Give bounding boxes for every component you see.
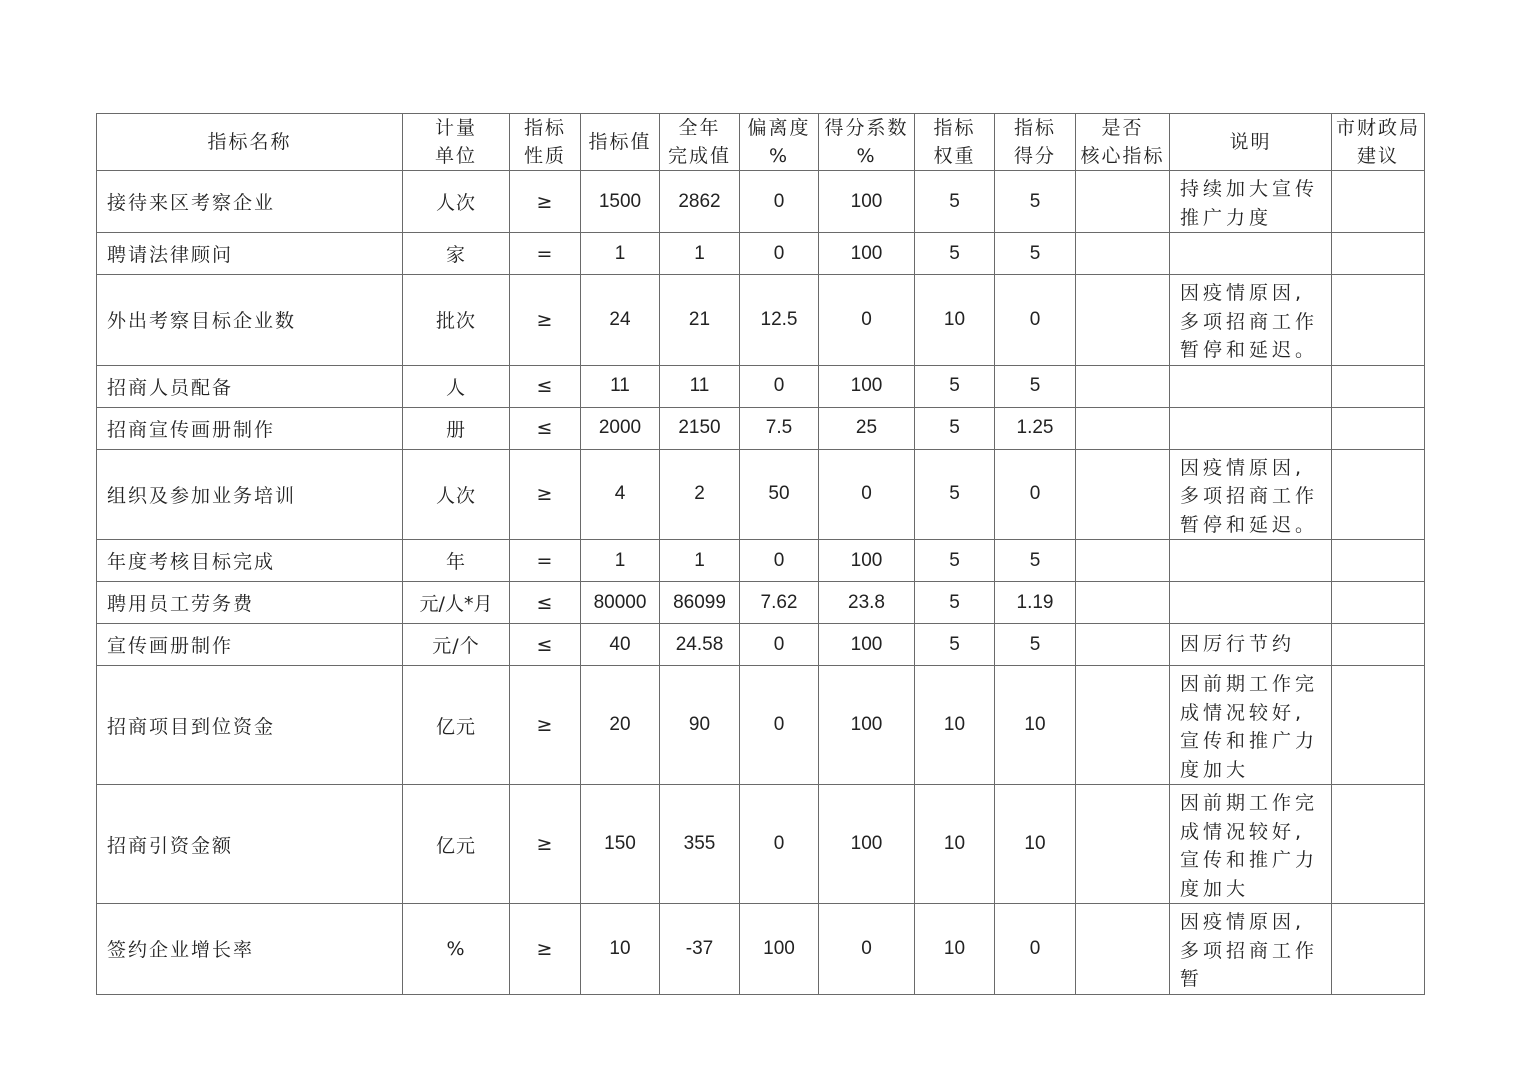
score-coefficient: 100 <box>819 540 915 582</box>
finance-advice <box>1332 171 1425 233</box>
weight: 5 <box>915 171 995 233</box>
unit: 年 <box>403 540 510 582</box>
nature: ≥ <box>510 449 581 540</box>
score: 0 <box>995 275 1076 366</box>
actual-value: 2862 <box>660 171 740 233</box>
unit: 元/个 <box>403 624 510 666</box>
deviation: 0 <box>740 540 819 582</box>
unit: 人次 <box>403 449 510 540</box>
table-row <box>97 624 1425 666</box>
nature: ≤ <box>510 624 581 666</box>
finance-advice <box>1332 233 1425 275</box>
finance-advice <box>1332 540 1425 582</box>
core-indicator <box>1076 171 1170 233</box>
header-row <box>97 114 1425 171</box>
unit: 亿元 <box>403 785 510 904</box>
core-indicator <box>1076 785 1170 904</box>
actual-value: 355 <box>660 785 740 904</box>
actual-value: 24.58 <box>660 624 740 666</box>
header-actual: 全年 完成值 <box>660 114 740 171</box>
indicator-name: 宣传画册制作 <box>97 624 403 666</box>
target-value: 1500 <box>581 171 660 233</box>
target-value: 80000 <box>581 582 660 624</box>
core-indicator <box>1076 233 1170 275</box>
score: 5 <box>995 365 1076 407</box>
indicator-name: 外出考察目标企业数 <box>97 275 403 366</box>
header-note: 说明 <box>1170 114 1332 171</box>
table-row <box>97 365 1425 407</box>
header-nature: 指标 性质 <box>510 114 581 171</box>
table-row <box>97 904 1425 995</box>
actual-value: 1 <box>660 540 740 582</box>
table-row <box>97 666 1425 785</box>
note: 因前期工作完成情况较好,宣传和推广力度加大 <box>1170 785 1332 904</box>
header-unit: 计量 单位 <box>403 114 510 171</box>
score: 5 <box>995 624 1076 666</box>
score: 5 <box>995 171 1076 233</box>
nature: ≤ <box>510 407 581 449</box>
core-indicator <box>1076 407 1170 449</box>
score-coefficient: 0 <box>819 449 915 540</box>
note: 因疫情原因,多项招商工作暂 <box>1170 904 1332 995</box>
indicator-name: 组织及参加业务培训 <box>97 449 403 540</box>
header-indicator-name: 指标名称 <box>97 114 403 171</box>
indicator-name: 接待来区考察企业 <box>97 171 403 233</box>
note: 因前期工作完成情况较好,宣传和推广力度加大 <box>1170 666 1332 785</box>
score: 5 <box>995 540 1076 582</box>
indicator-name: 聘请法律顾问 <box>97 233 403 275</box>
finance-advice <box>1332 365 1425 407</box>
table-row <box>97 275 1425 366</box>
weight: 5 <box>915 233 995 275</box>
note <box>1170 540 1332 582</box>
finance-advice <box>1332 407 1425 449</box>
unit: 亿元 <box>403 666 510 785</box>
nature: ≥ <box>510 785 581 904</box>
finance-advice <box>1332 449 1425 540</box>
actual-value: -37 <box>660 904 740 995</box>
deviation: 0 <box>740 233 819 275</box>
table-row <box>97 540 1425 582</box>
nature: ≥ <box>510 171 581 233</box>
weight: 5 <box>915 540 995 582</box>
indicator-name: 招商项目到位资金 <box>97 666 403 785</box>
unit: % <box>403 904 510 995</box>
nature: ≥ <box>510 666 581 785</box>
unit: 人 <box>403 365 510 407</box>
score: 5 <box>995 233 1076 275</box>
deviation: 100 <box>740 904 819 995</box>
core-indicator <box>1076 904 1170 995</box>
deviation: 0 <box>740 785 819 904</box>
deviation: 12.5 <box>740 275 819 366</box>
score-coefficient: 100 <box>819 785 915 904</box>
deviation: 0 <box>740 171 819 233</box>
target-value: 11 <box>581 365 660 407</box>
indicator-name: 聘用员工劳务费 <box>97 582 403 624</box>
weight: 5 <box>915 407 995 449</box>
header-score-coefficient: 得分系数 % <box>819 114 915 171</box>
deviation: 0 <box>740 666 819 785</box>
finance-advice <box>1332 785 1425 904</box>
weight: 5 <box>915 582 995 624</box>
score: 10 <box>995 666 1076 785</box>
target-value: 24 <box>581 275 660 366</box>
score-coefficient: 100 <box>819 666 915 785</box>
target-value: 40 <box>581 624 660 666</box>
weight: 10 <box>915 785 995 904</box>
target-value: 20 <box>581 666 660 785</box>
unit: 批次 <box>403 275 510 366</box>
target-value: 10 <box>581 904 660 995</box>
deviation: 0 <box>740 624 819 666</box>
note <box>1170 233 1332 275</box>
score-coefficient: 100 <box>819 171 915 233</box>
header-score: 指标 得分 <box>995 114 1076 171</box>
unit: 家 <box>403 233 510 275</box>
score-coefficient: 100 <box>819 233 915 275</box>
actual-value: 2150 <box>660 407 740 449</box>
score-coefficient: 100 <box>819 365 915 407</box>
core-indicator <box>1076 666 1170 785</box>
score: 1.25 <box>995 407 1076 449</box>
core-indicator <box>1076 365 1170 407</box>
score: 1.19 <box>995 582 1076 624</box>
finance-advice <box>1332 904 1425 995</box>
weight: 10 <box>915 904 995 995</box>
performance-indicator-table <box>96 113 1425 995</box>
actual-value: 86099 <box>660 582 740 624</box>
score-coefficient: 0 <box>819 275 915 366</box>
actual-value: 21 <box>660 275 740 366</box>
weight: 5 <box>915 449 995 540</box>
unit: 册 <box>403 407 510 449</box>
finance-advice <box>1332 624 1425 666</box>
actual-value: 1 <box>660 233 740 275</box>
nature: ≥ <box>510 275 581 366</box>
core-indicator <box>1076 540 1170 582</box>
indicator-name: 年度考核目标完成 <box>97 540 403 582</box>
nature: = <box>510 540 581 582</box>
nature: ≤ <box>510 582 581 624</box>
table-row <box>97 171 1425 233</box>
deviation: 7.5 <box>740 407 819 449</box>
table-row <box>97 407 1425 449</box>
score-coefficient: 25 <box>819 407 915 449</box>
weight: 10 <box>915 666 995 785</box>
weight: 5 <box>915 365 995 407</box>
target-value: 1 <box>581 540 660 582</box>
nature: ≥ <box>510 904 581 995</box>
header-weight: 指标 权重 <box>915 114 995 171</box>
target-value: 150 <box>581 785 660 904</box>
actual-value: 2 <box>660 449 740 540</box>
finance-advice <box>1332 582 1425 624</box>
header-core-indicator: 是否 核心指标 <box>1076 114 1170 171</box>
actual-value: 11 <box>660 365 740 407</box>
unit: 元/人*月 <box>403 582 510 624</box>
finance-advice <box>1332 666 1425 785</box>
indicator-name: 签约企业增长率 <box>97 904 403 995</box>
score: 0 <box>995 904 1076 995</box>
score: 0 <box>995 449 1076 540</box>
indicator-name: 招商宣传画册制作 <box>97 407 403 449</box>
note <box>1170 582 1332 624</box>
table-row <box>97 449 1425 540</box>
score-coefficient: 0 <box>819 904 915 995</box>
deviation: 7.62 <box>740 582 819 624</box>
table-row <box>97 785 1425 904</box>
unit: 人次 <box>403 171 510 233</box>
note: 因疫情原因,多项招商工作暂停和延迟。 <box>1170 449 1332 540</box>
nature: ≤ <box>510 365 581 407</box>
note <box>1170 407 1332 449</box>
core-indicator <box>1076 582 1170 624</box>
nature: = <box>510 233 581 275</box>
core-indicator <box>1076 449 1170 540</box>
deviation: 0 <box>740 365 819 407</box>
note: 因疫情原因,多项招商工作暂停和延迟。 <box>1170 275 1332 366</box>
header-target: 指标值 <box>581 114 660 171</box>
score: 10 <box>995 785 1076 904</box>
table-row <box>97 233 1425 275</box>
score-coefficient: 23.8 <box>819 582 915 624</box>
weight: 10 <box>915 275 995 366</box>
weight: 5 <box>915 624 995 666</box>
deviation: 50 <box>740 449 819 540</box>
header-finance-advice: 市财政局 建议 <box>1332 114 1425 171</box>
target-value: 2000 <box>581 407 660 449</box>
finance-advice <box>1332 275 1425 366</box>
indicator-name: 招商引资金额 <box>97 785 403 904</box>
score-coefficient: 100 <box>819 624 915 666</box>
header-deviation: 偏离度 % <box>740 114 819 171</box>
core-indicator <box>1076 624 1170 666</box>
indicator-name: 招商人员配备 <box>97 365 403 407</box>
note: 持续加大宣传推广力度 <box>1170 171 1332 233</box>
note <box>1170 365 1332 407</box>
target-value: 1 <box>581 233 660 275</box>
note: 因厉行节约 <box>1170 624 1332 666</box>
table-row <box>97 582 1425 624</box>
core-indicator <box>1076 275 1170 366</box>
actual-value: 90 <box>660 666 740 785</box>
target-value: 4 <box>581 449 660 540</box>
